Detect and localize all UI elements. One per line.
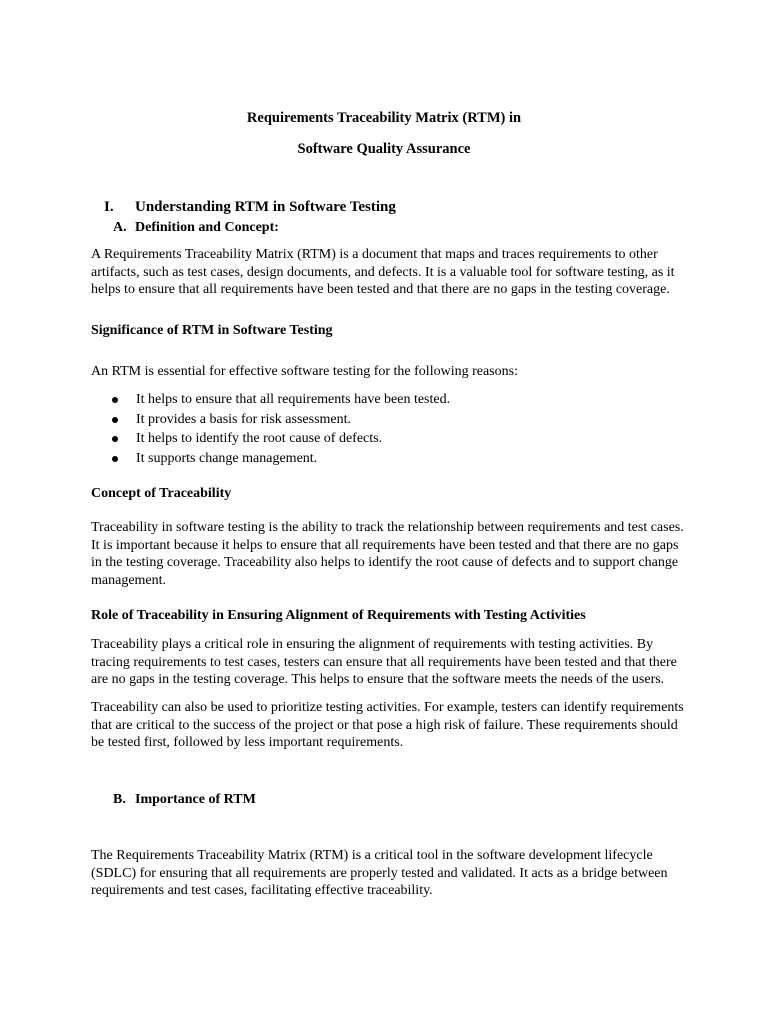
subsection-heading-text: Definition and Concept: xyxy=(135,220,279,235)
subsection-heading-definition xyxy=(113,219,613,237)
bullet-icon xyxy=(112,397,118,403)
bullet-icon xyxy=(112,456,118,462)
bullet-item xyxy=(91,449,651,469)
significance-intro: An RTM is essential for effective software testing for the following reasons: xyxy=(91,364,518,379)
subsection-heading-text: Importance of RTM xyxy=(135,792,256,807)
document-title-line-2: Software Quality Assurance xyxy=(297,141,471,157)
document-title-line-1: Requirements Traceability Matrix (RTM) in xyxy=(246,110,522,126)
bullet-icon xyxy=(112,417,118,423)
subsection-heading-importance xyxy=(113,791,613,809)
section-number: I. xyxy=(104,199,114,215)
bullet-text: It provides a basis for risk assessment. xyxy=(136,411,352,427)
section-heading-understanding-rtm xyxy=(104,199,604,219)
bullet-item xyxy=(91,429,651,449)
role-paragraph-1: Traceability plays a critical role in ensuring the alignment of requirements with testing activities. By tracing requirements to test cases, testers can ensure that all requirements have been tested and that there are no gaps in the testing coverage. This helps to ensure that the software meets the needs of the users. xyxy=(91,637,677,687)
importance-paragraph: The Requirements Traceability Matrix (RTM) is a critical tool in the software development lifecycle (SDLC) for ensuring that all requirements are properly tested and validated. It acts as a bridge between requirements and test cases, facilitating effective traceability. xyxy=(91,848,668,898)
subsection-number: A. xyxy=(113,220,127,235)
significance-bullet-list xyxy=(91,390,651,468)
bullet-text: It supports change management. xyxy=(136,450,318,466)
bullet-item xyxy=(91,410,651,430)
role-paragraph-2: Traceability can also be used to prioritize testing activities. For example, testers can identify requirements that are critical to the success of the project or that pose a high risk of failure. These requirements should be tested first, followed by less important requirements. xyxy=(91,700,684,750)
definition-paragraph: A Requirements Traceability Matrix (RTM) is a document that maps and traces requirements to other artifacts, such as test cases, design documents, and defects. It is a valuable tool for software testing, as it helps to ensure that all requirements have been tested and that there are no gaps in the testing coverage. xyxy=(91,247,675,297)
subsection-number: B. xyxy=(113,792,126,807)
bullet-text: It helps to identify the root cause of defects. xyxy=(136,431,383,446)
bullet-text: It helps to ensure that all requirements have been tested. xyxy=(136,392,451,407)
concept-paragraph: Traceability in software testing is the ability to track the relationship between requirements and test cases. It is important because it helps to ensure that all requirements have been tested and that there are no gaps in the testing coverage. Traceability also helps to identify the root cause of defects and to support change management. xyxy=(91,520,684,588)
role-heading: Role of Traceability in Ensuring Alignment of Requirements with Testing Activities xyxy=(91,608,586,623)
bullet-icon xyxy=(112,436,118,442)
section-heading-text: Understanding RTM in Software Testing xyxy=(135,199,396,215)
concept-heading: Concept of Traceability xyxy=(91,486,232,501)
bullet-item xyxy=(91,390,651,410)
significance-heading: Significance of RTM in Software Testing xyxy=(91,323,333,338)
